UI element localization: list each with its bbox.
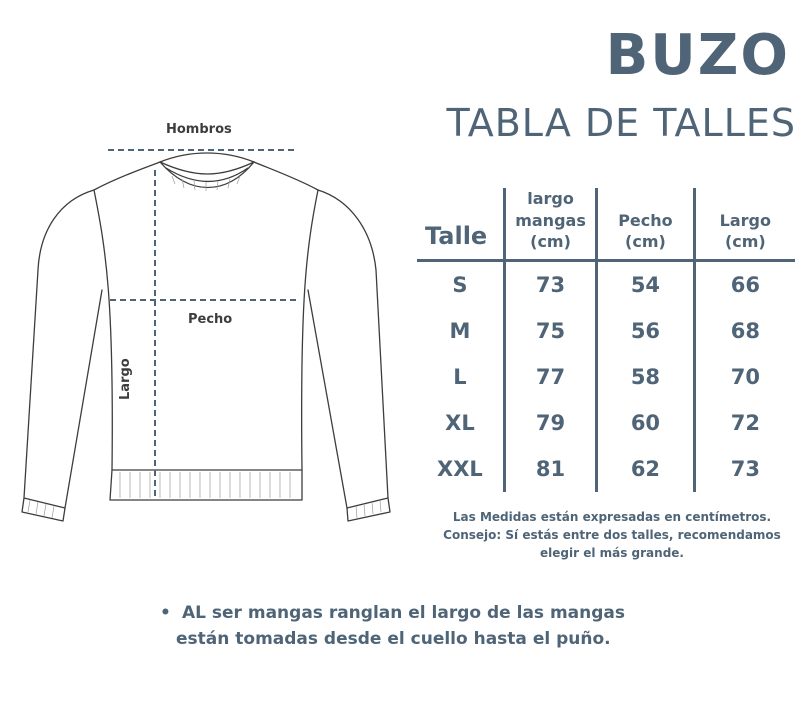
sleeve-column-header xyxy=(504,188,596,260)
length-cell: 72 xyxy=(694,400,795,446)
length-cell: 68 xyxy=(694,308,795,354)
size-column-header: Talle xyxy=(417,188,504,260)
chest-column-header xyxy=(597,188,694,260)
chest-header-line1: Pecho xyxy=(618,210,673,230)
length-header-line1: Largo xyxy=(719,210,771,230)
note-line1: Las Medidas están expresadas en centímetros. xyxy=(452,510,772,524)
size-table xyxy=(417,188,795,492)
sweater-illustration xyxy=(0,110,400,550)
table-row xyxy=(417,308,795,354)
sleeve-header-line3: (cm) xyxy=(530,232,571,252)
bullet-line2: están tomadas desde el cuello hasta el puño. xyxy=(176,629,611,650)
chest-cell: 58 xyxy=(597,354,694,400)
chest-cell: 62 xyxy=(597,446,694,492)
size-cell: L xyxy=(453,364,467,389)
length-column-header xyxy=(694,188,795,260)
chest-cell: 56 xyxy=(597,308,694,354)
page-title: BUZO xyxy=(605,23,790,88)
table-header-row xyxy=(417,188,795,260)
table-row xyxy=(417,260,795,308)
note-line3: elegir el más grande. xyxy=(540,546,684,560)
sweater-diagram xyxy=(0,110,400,550)
bullet-icon: • xyxy=(160,603,171,623)
length-cell: 66 xyxy=(694,260,795,308)
sleeve-header-line2: mangas xyxy=(515,210,586,230)
table-row xyxy=(417,354,795,400)
size-cell: S xyxy=(452,272,468,297)
table-row xyxy=(417,400,795,446)
chest-cell: 60 xyxy=(597,400,694,446)
table-row xyxy=(417,446,795,492)
measurement-note xyxy=(417,508,807,562)
note-line2: Consejo: Sí estás entre dos talles, recomendamos xyxy=(443,528,781,542)
shoulders-label: Hombros xyxy=(166,122,232,137)
size-cell: M xyxy=(449,318,471,343)
sleeve-cell: 73 xyxy=(504,260,596,308)
chest-cell: 54 xyxy=(597,260,694,308)
raglan-sleeve-note xyxy=(160,600,720,653)
sleeve-cell: 79 xyxy=(504,400,596,446)
sleeve-cell: 77 xyxy=(504,354,596,400)
length-cell: 73 xyxy=(694,446,795,492)
size-cell: XL xyxy=(445,410,475,435)
length-label: Largo xyxy=(118,358,133,400)
sleeve-cell: 81 xyxy=(504,446,596,492)
length-header-line2: (cm) xyxy=(724,232,766,252)
chest-header-line2: (cm) xyxy=(625,232,666,252)
chest-label: Pecho xyxy=(188,312,233,327)
size-cell: XXL xyxy=(437,456,483,481)
length-cell: 70 xyxy=(694,354,795,400)
page-subtitle: TABLA DE TALLES xyxy=(446,101,796,145)
sleeve-header-line1: largo xyxy=(527,189,574,208)
bullet-line1: AL ser mangas ranglan el largo de las mangas xyxy=(182,603,625,623)
sleeve-cell: 75 xyxy=(504,308,596,354)
